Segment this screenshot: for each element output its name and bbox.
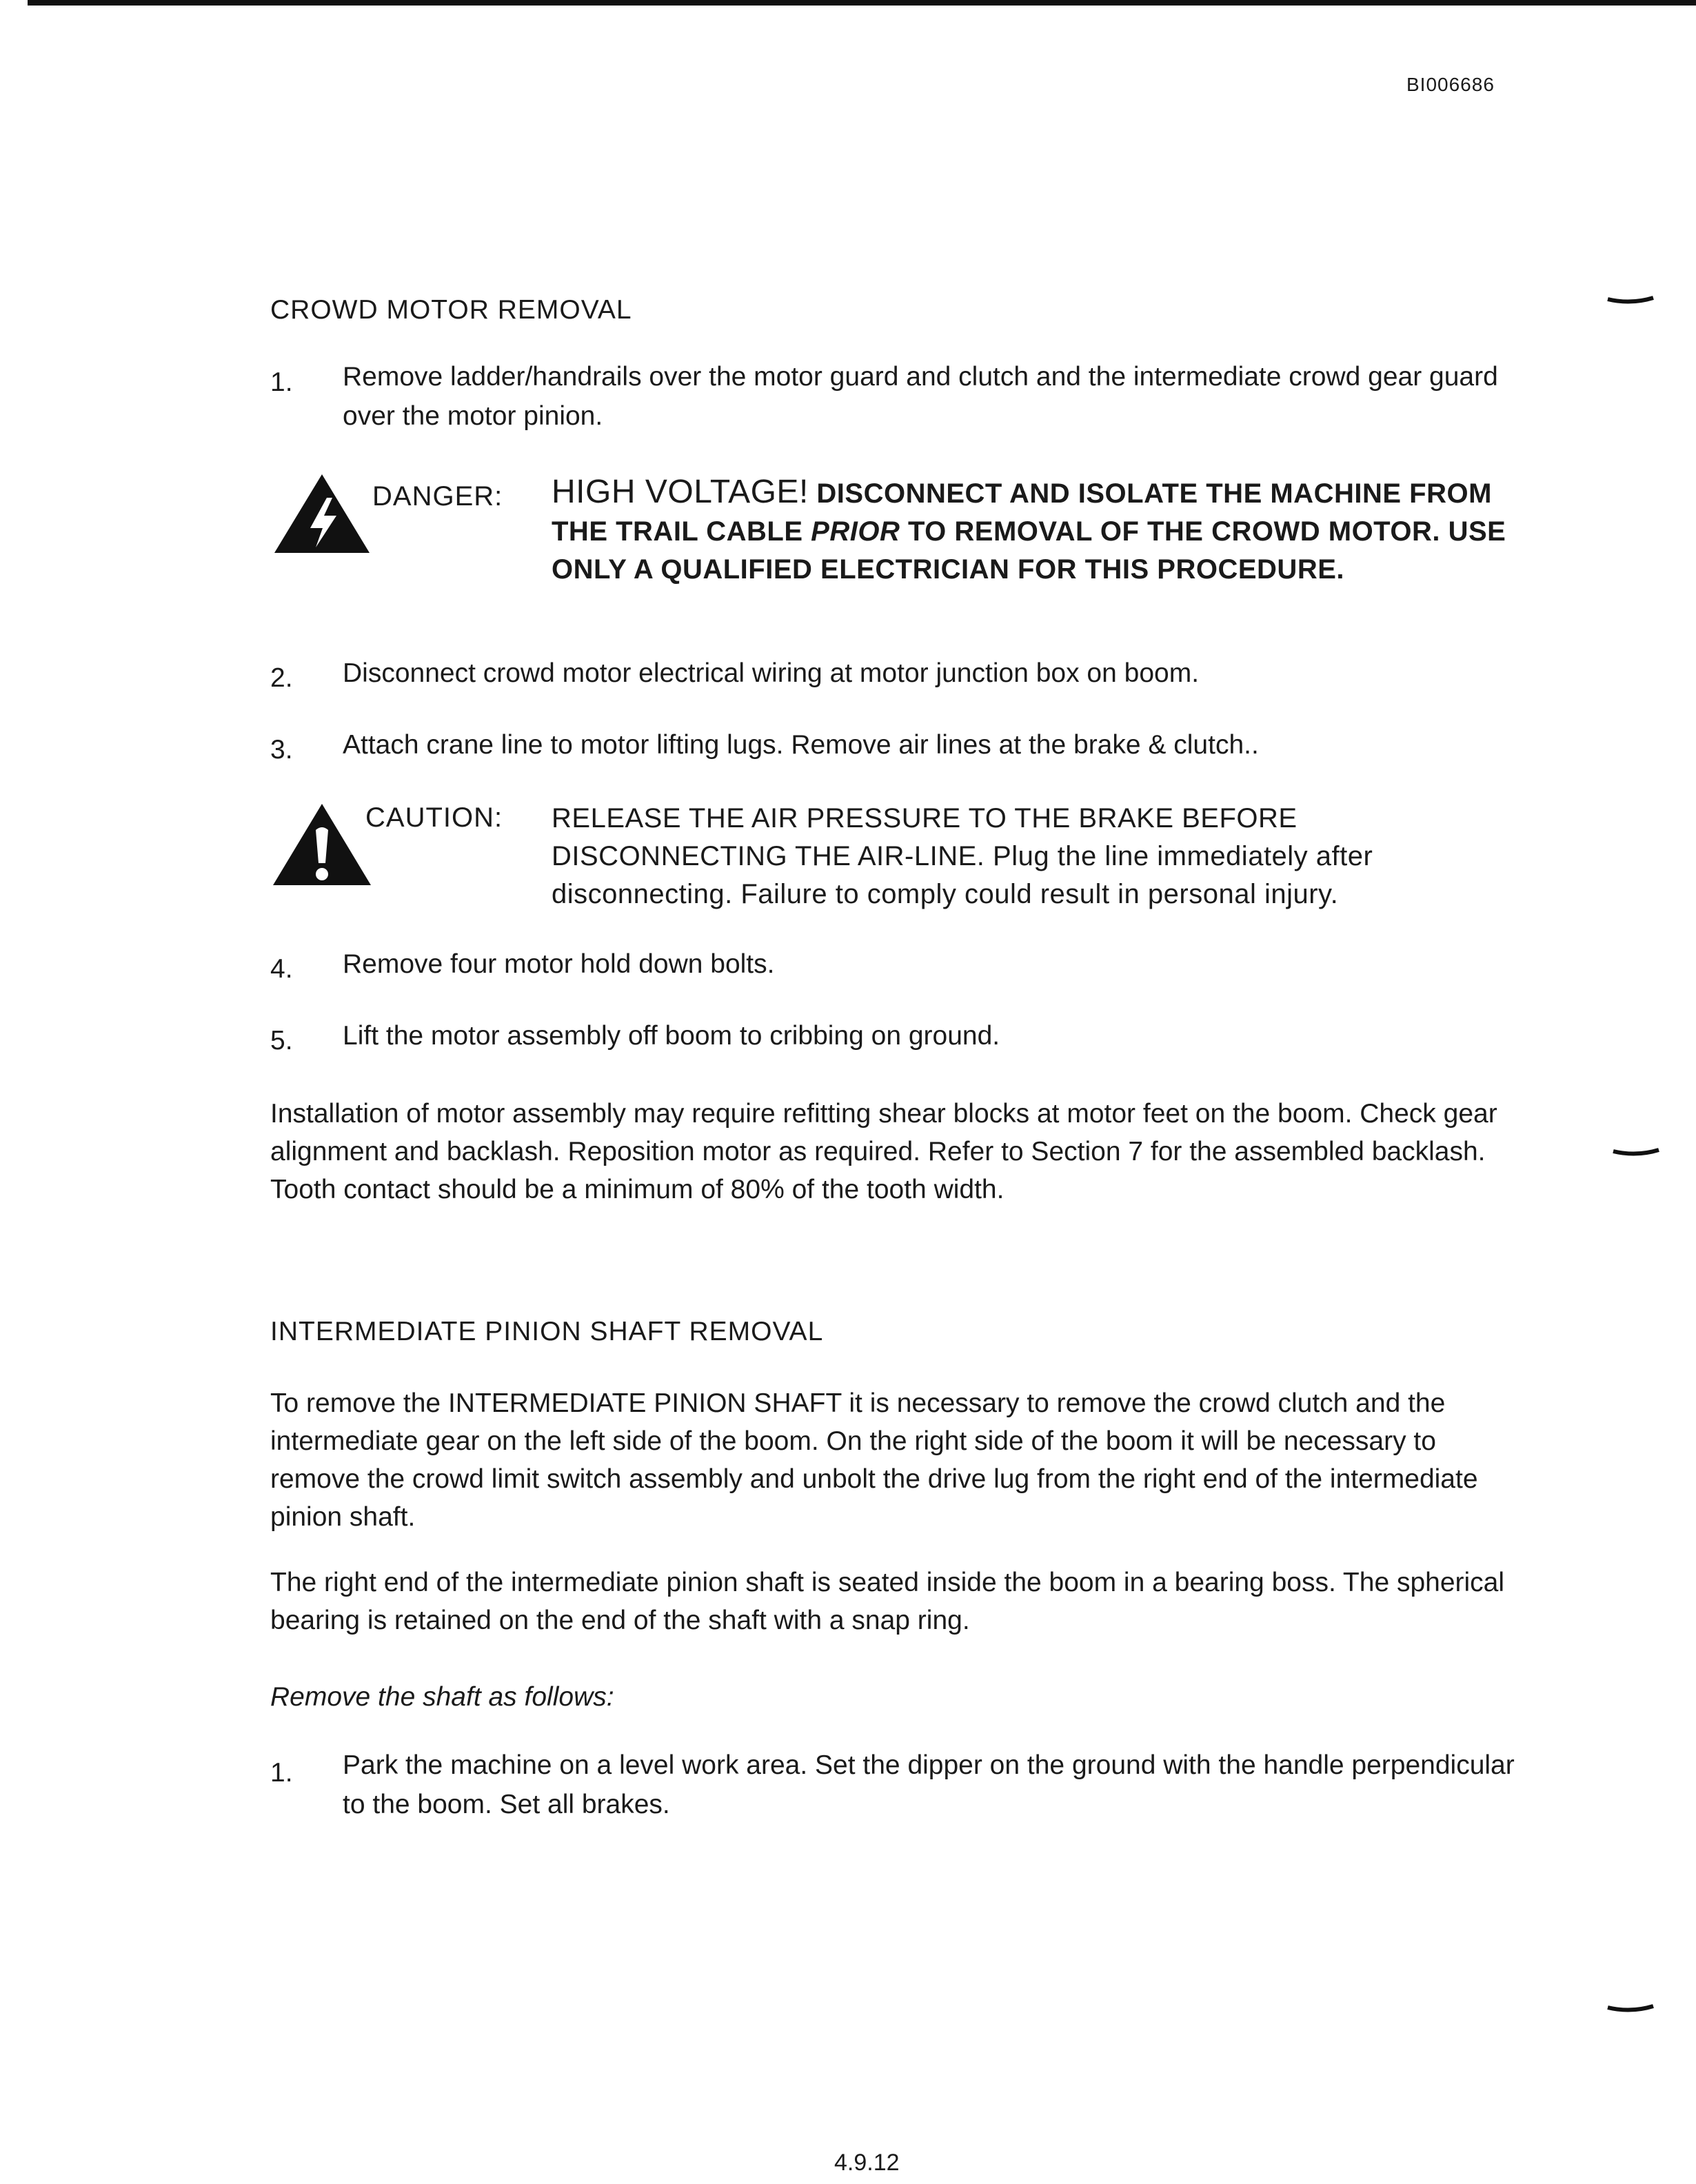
danger-text <box>552 473 1531 589</box>
caution-text: RELEASE THE AIR PRESSURE TO THE BRAKE BEFORE DISCONNECTING THE AIR-LINE. Plug the line immediately after disconnecting. Failure to comply could result in personal injury. <box>552 803 1373 909</box>
danger-label: DANGER: <box>372 481 503 512</box>
step-number: 2. <box>270 663 293 693</box>
paragraph: To remove the INTERMEDIATE PINION SHAFT it is necessary to remove the crowd clutch and the intermediate gear on the left side of the boom. On the right side of the boom it will be necessary to remove the crowd limit switch assembly and unbolt the drive lug from the right end of the intermediate pinion shaft. <box>270 1388 1478 1532</box>
step-number: 5. <box>270 1026 293 1055</box>
section-title-intermediate-pinion-shaft-removal: INTERMEDIATE PINION SHAFT REMOVAL <box>270 1317 824 1346</box>
section-title-crowd-motor-removal: CROWD MOTOR REMOVAL <box>270 295 632 325</box>
step-number: 1. <box>270 1758 293 1788</box>
margin-mark <box>1612 1147 1660 1157</box>
electrical-hazard-icon <box>270 469 374 558</box>
step-text: Remove four motor hold down bolts. <box>343 949 775 979</box>
step-number: 4. <box>270 954 293 984</box>
top-scan-rule <box>28 0 1696 6</box>
step-number: 1. <box>270 367 293 397</box>
installation-note: Installation of motor assembly may require refitting shear blocks at motor feet on the boom. Check gear alignment and backlash. Reposition motor as required. Refer to Section 7 for the assembled backlash. Tooth contact should be a minimum of 80% of the tooth width. <box>270 1099 1497 1204</box>
danger-lead: HIGH VOLTAGE! <box>552 474 809 510</box>
step-number: 3. <box>270 735 293 765</box>
caution-icon <box>270 800 374 889</box>
margin-mark <box>1606 2003 1655 2013</box>
margin-mark <box>1606 295 1655 305</box>
procedure-intro: Remove the shaft as follows: <box>270 1682 614 1712</box>
paragraph: The right end of the intermediate pinion shaft is seated inside the boom in a bearing boss. The spherical bearing is retained on the end of the shaft with a snap ring. <box>270 1568 1505 1635</box>
step-text: Lift the motor assembly off boom to cribbing on ground. <box>343 1021 1000 1051</box>
page-number: 4.9.12 <box>834 2150 900 2176</box>
step-text: Remove ladder/handrails over the motor guard and clutch and the intermediate crowd gear guard over the motor pinion. <box>343 362 1498 431</box>
caution-label: CAUTION: <box>365 802 503 833</box>
danger-text-a: DISCONNECT AND ISOLATE THE MACHINE FROM THE TRAIL CABLE <box>552 478 1492 547</box>
danger-text-emphasis: PRIOR <box>811 516 900 547</box>
danger-text-b: TO REMOVAL OF THE CROWD MOTOR. USE ONLY A QUALIFIED ELECTRICIAN FOR THIS PROCEDURE. <box>552 516 1506 585</box>
step-text: Disconnect crowd motor electrical wiring at motor junction box on boom. <box>343 658 1200 688</box>
step-text: Attach crane line to motor lifting lugs. Remove air lines at the brake & clutch.. <box>343 730 1259 760</box>
document-id: BI006686 <box>1406 74 1495 95</box>
step-text: Park the machine on a level work area. Set the dipper on the ground with the handle perpendicular to the boom. Set all brakes. <box>343 1750 1515 1819</box>
